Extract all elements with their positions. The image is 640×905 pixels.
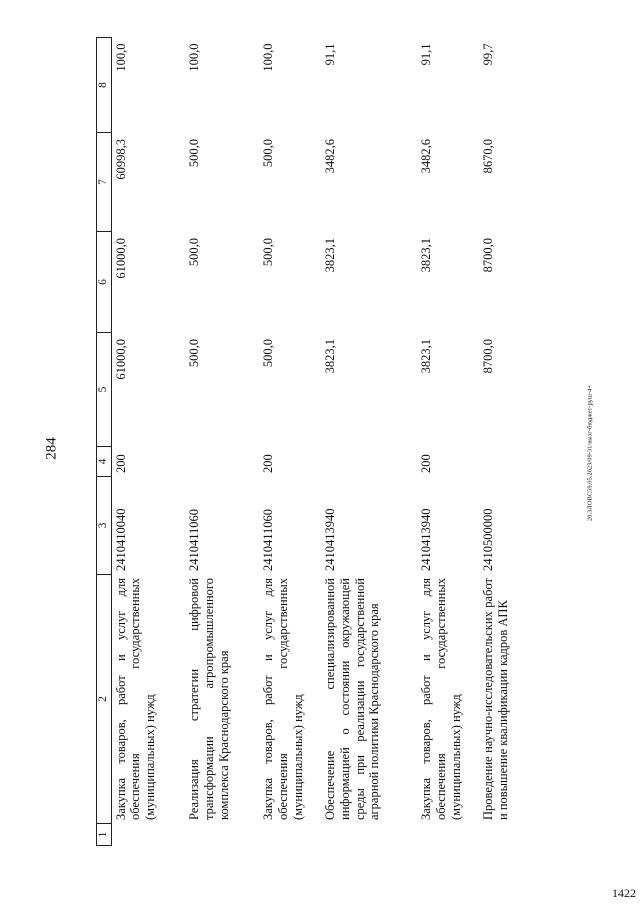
document-code-text: 20.3ЛОВС59.05.2023/09-31/вызг-бюджет-руш-4+ <box>586 384 594 521</box>
value-col-6-cell: 500,0 <box>261 238 276 267</box>
description-cell: Обеспечение специализированной информацией о состоянии окружающей среды при реализации государственной аграрной политики Краснодарского края <box>323 578 382 820</box>
type-cell: 200 <box>419 454 434 473</box>
header-col-3: 3 <box>97 477 112 575</box>
budget-table-rotated <box>96 38 557 846</box>
table-row <box>321 38 417 846</box>
code-cell: 2410410040 <box>113 508 128 571</box>
table-row <box>417 38 479 846</box>
page-number: 284 <box>43 437 60 460</box>
table-row <box>479 38 549 846</box>
value-col-7-cell: 60998,3 <box>113 139 128 180</box>
value-col-5-cell: 3823,1 <box>419 339 434 374</box>
value-col-6-cell: 3823,1 <box>323 238 338 273</box>
value-col-5-cell: 500,0 <box>187 339 202 368</box>
code-cell: 2410500000 <box>481 508 496 571</box>
value-col-6-cell: 8700,0 <box>481 238 496 273</box>
value-col-6-cell: 500,0 <box>187 238 202 267</box>
type-cell <box>321 447 417 477</box>
header-col-2: 2 <box>97 575 112 824</box>
header-col-6: 6 <box>97 232 112 333</box>
row-number-cell <box>417 824 479 846</box>
table-row <box>185 38 259 846</box>
value-col-8-cell: 99,7 <box>481 43 496 66</box>
row-number-cell <box>185 824 259 846</box>
description-cell: Реализация стратегии цифровой трансформации агропромышленного комплекса Краснодарского края <box>187 578 231 820</box>
row-number-cell <box>111 824 185 846</box>
value-col-5-cell: 8700,0 <box>481 339 496 374</box>
value-col-8-cell: 100,0 <box>113 43 128 72</box>
header-col-8: 8 <box>97 38 112 133</box>
footer-number: 1422 <box>612 886 636 900</box>
type-cell <box>185 447 259 477</box>
row-number-cell <box>479 824 549 846</box>
value-col-8-cell: 100,0 <box>187 43 202 72</box>
description-cell: Проведение научно-исследовательских работ и повышение квалификации кадров АПК <box>481 578 510 820</box>
header-col-7: 7 <box>97 133 112 232</box>
document-code <box>560 40 620 865</box>
description-cell: Закупка товаров, работ и услуг для обеспечения государственных (муниципальных) нужд <box>113 578 158 820</box>
table-row <box>111 38 185 846</box>
budget-table-container <box>96 38 557 846</box>
value-col-7-cell: 3482,6 <box>323 139 338 174</box>
value-col-5-cell: 3823,1 <box>323 339 338 374</box>
table-header-row <box>97 38 112 846</box>
value-col-6-cell: 61000,0 <box>113 238 128 279</box>
code-cell: 2410411060 <box>187 508 202 571</box>
header-col-4: 4 <box>97 447 112 477</box>
description-cell: Закупка товаров, работ и услуг для обеспечения государственных (муниципальных) нужд <box>419 578 463 820</box>
value-col-8-cell: 91,1 <box>419 43 434 66</box>
value-col-5-cell: 61000,0 <box>113 339 128 380</box>
value-col-6-cell: 3823,1 <box>419 238 434 273</box>
code-cell: 2410413940 <box>419 508 434 571</box>
value-col-5-cell: 500,0 <box>261 339 276 368</box>
row-number-cell <box>259 824 321 846</box>
table-row <box>259 38 321 846</box>
value-col-7-cell: 3482,6 <box>419 139 434 174</box>
header-col-5: 5 <box>97 333 112 447</box>
type-cell <box>479 447 549 477</box>
value-col-7-cell: 500,0 <box>261 139 276 168</box>
type-cell: 200 <box>261 454 276 473</box>
value-col-8-cell: 91,1 <box>323 43 338 66</box>
value-col-8-cell: 100,0 <box>261 43 276 72</box>
type-cell: 200 <box>113 454 128 473</box>
description-cell: Закупка товаров, работ и услуг для обеспечения государственных (муниципальных) нужд <box>261 578 305 820</box>
header-col-1: 1 <box>97 824 112 846</box>
value-col-7-cell: 500,0 <box>187 139 202 168</box>
row-number-cell <box>321 824 417 846</box>
code-cell: 2410413940 <box>323 508 338 571</box>
budget-table <box>96 37 549 846</box>
code-cell: 2410411060 <box>261 508 276 571</box>
value-col-7-cell: 8670,0 <box>481 139 496 174</box>
